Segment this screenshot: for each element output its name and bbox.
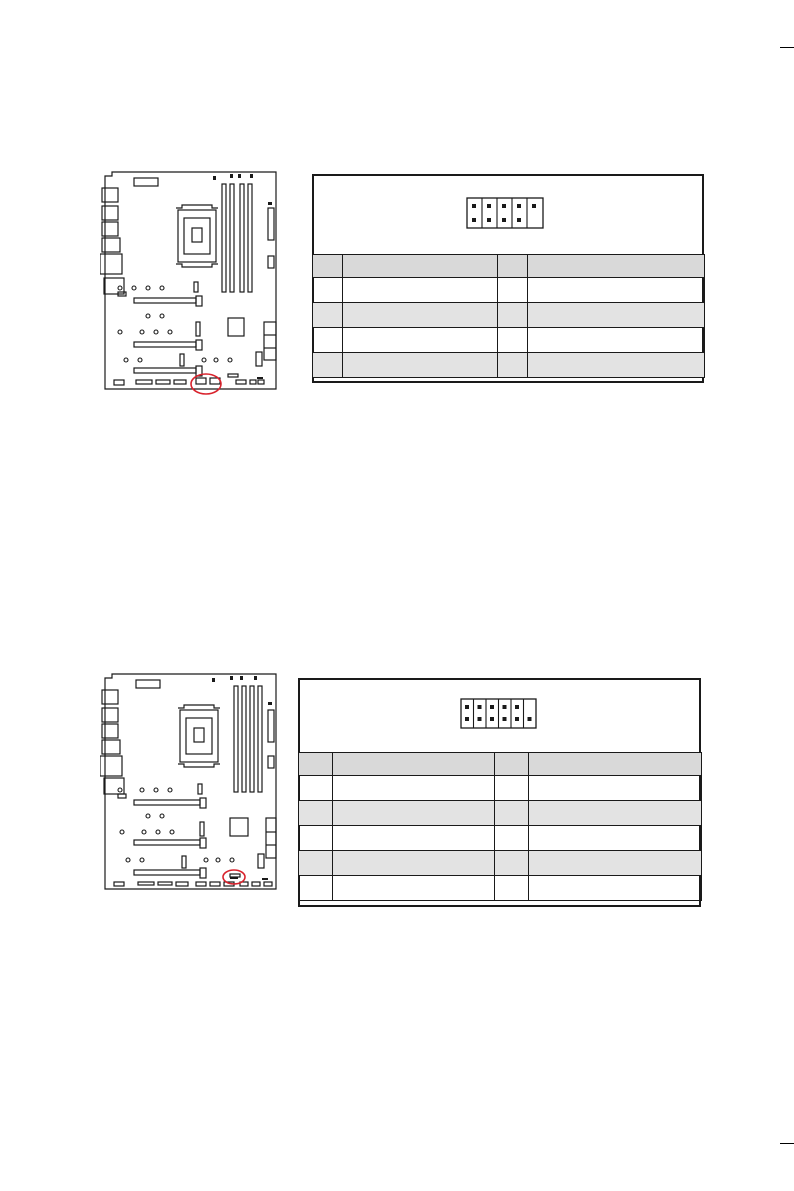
table-row (299, 876, 702, 901)
table-header-row (299, 753, 702, 776)
pin-number (495, 851, 529, 876)
pin-number (313, 278, 343, 303)
pin-number (299, 826, 333, 851)
signal-name (529, 776, 702, 801)
signal-name (333, 876, 495, 901)
pin-number (495, 776, 529, 801)
pin-number-header (498, 255, 528, 278)
pin-number (313, 328, 343, 353)
signal-name-header (529, 753, 702, 776)
signal-name (343, 353, 498, 378)
signal-name (528, 278, 705, 303)
pin-definition-table (298, 752, 702, 901)
signal-name (343, 278, 498, 303)
10-pin-header-icon (466, 197, 544, 229)
pin-number (495, 826, 529, 851)
pin-number (299, 851, 333, 876)
pinout-box (298, 678, 701, 907)
table-row (299, 801, 702, 826)
pin-number (495, 876, 529, 901)
table-row (299, 776, 702, 801)
pin-number (313, 353, 343, 378)
pin-number-header (313, 255, 343, 278)
pinout-box (312, 174, 704, 383)
pin-number (498, 278, 528, 303)
signal-name (333, 801, 495, 826)
12-pin-header-icon (460, 698, 537, 729)
pin-number (498, 353, 528, 378)
signal-name-header (343, 255, 498, 278)
table-header-row (313, 255, 705, 278)
signal-name (333, 776, 495, 801)
pin-number-header (495, 753, 529, 776)
pin-number (498, 303, 528, 328)
signal-name (343, 328, 498, 353)
pin-number (299, 801, 333, 826)
table-row (299, 826, 702, 851)
signal-name (528, 328, 705, 353)
signal-name (529, 851, 702, 876)
signal-name-header (528, 255, 705, 278)
signal-name (529, 876, 702, 901)
pin-number (313, 303, 343, 328)
motherboard-diagram (100, 672, 280, 894)
signal-name (333, 851, 495, 876)
signal-name (528, 353, 705, 378)
signal-name (528, 303, 705, 328)
table-row (313, 353, 705, 378)
trim-mark (780, 1143, 794, 1144)
signal-name-header (333, 753, 495, 776)
pin-number (498, 328, 528, 353)
signal-name (529, 826, 702, 851)
table-row (313, 278, 705, 303)
pin-number-header (299, 753, 333, 776)
trim-mark (780, 47, 794, 48)
table-row (299, 851, 702, 876)
table-row (313, 328, 705, 353)
pin-number (299, 776, 333, 801)
motherboard-diagram (100, 170, 280, 398)
pin-definition-table (312, 254, 705, 378)
pin-number (299, 876, 333, 901)
table-row (313, 303, 705, 328)
signal-name (529, 801, 702, 826)
pin-number (495, 801, 529, 826)
signal-name (343, 303, 498, 328)
signal-name (333, 826, 495, 851)
